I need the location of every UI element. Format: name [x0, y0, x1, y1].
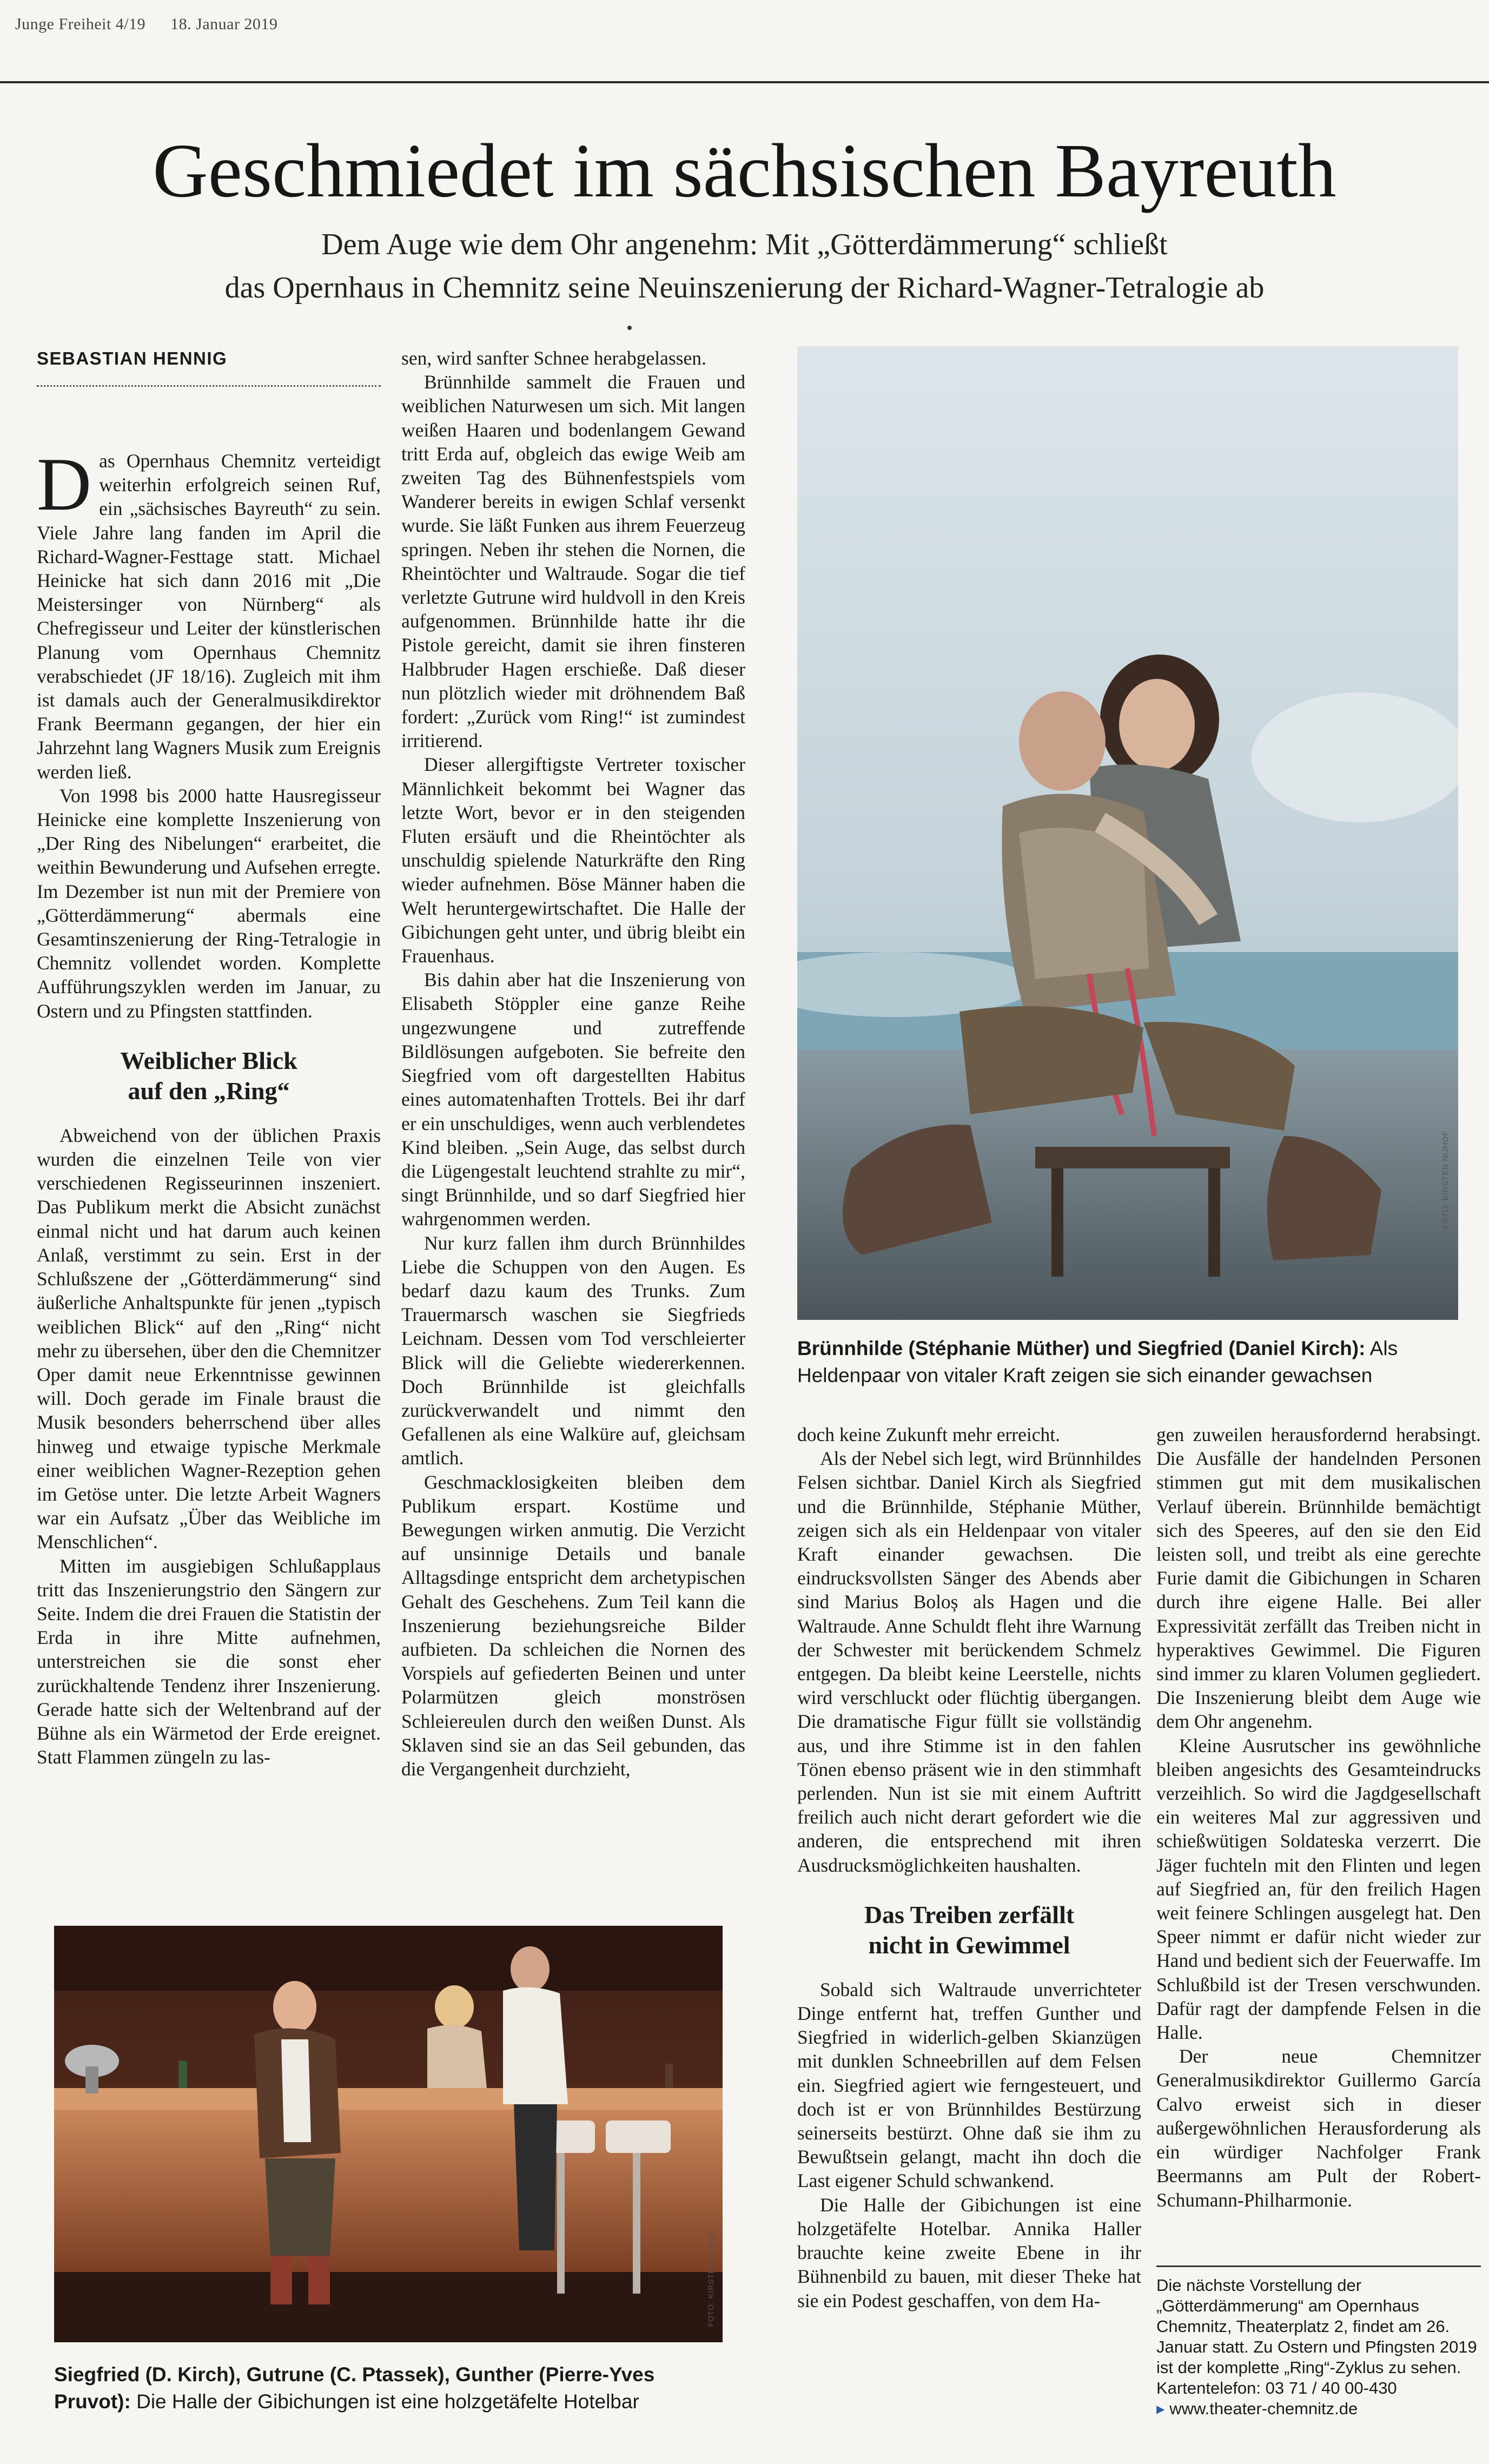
publication-name: Junge Freiheit 4/19: [15, 15, 146, 33]
caption-text: Als Heldenpaar von vitaler Kraft zeigen sie sich einander gewachsen: [797, 1337, 1398, 1386]
paragraph: Kleine Ausrutscher ins gewöhnliche bleiben angesichts des Gesamteindrucks verzeihlich. So wird die Jagdgesellschaft ein weiteres Mal zur aggressiven und schießwütigen Soldateska verzerrt. Die Jäger fuchteln mit den Flinten und legen auf Siegfried an, für den freilich Hagen weit feinere Schlingen ausgelegt hat. Den Speer nimmt er dafür nicht wieder zur Hand und bedient sich der Feuerwaffe. Im Schlußbild ist der Tresen verschwunden. Dafür ragt der dampfende Felsen in die Halle.: [1156, 1734, 1481, 2044]
caption-bold: Siegfried (D. Kirch), Gutrune (C. Ptassek), Gunther (Pierre-Yves Pruvot):: [54, 2363, 655, 2413]
photo-caption: [54, 2361, 723, 2415]
subheadline-line-1: Dem Auge wie dem Ohr angenehm: Mit „Götterdämmerung“ schließt: [321, 228, 1168, 261]
paragraph: Dieser allergiftigste Vertreter toxischer Männlichkeit bekommt bei Wagner das letzte Wort, bevor er in den steigenden Fluten ersäuft und die Rheintöchter als unschuldig spielende Naturkräfte den Ring wieder aufnehmen. Böse Männer haben die Welt heruntergewirtschaftet. Die Halle der Gibichungen geht unter, und übrig bleibt ein Frauenhaus.: [401, 754, 745, 967]
arrow-icon: ▸: [1156, 2399, 1165, 2418]
paragraph: Brünnhilde sammelt die Frauen und weiblichen Naturwesen um sich. Mit langen weißen Haaren und bodenlangem Gewand tritt Erda auf, obgleich das ewige Weib am zweiten Tag des Bühnenfestspiels vom Wanderer bereits in ewigen Schlaf versenkt wurde. Sie läßt Funken aus ihrem Feuerzeug springen. Neben ihr stehen die Nornen, die Rheintöchter und Waltraude. Sogar die tief verletzte Gutrune wird huldvoll in den Kreis aufgenommen. Brünnhilde hatte ihr die Pistole gereicht, damit sie ihren finsteren Halbbruder Hagen erschieße. Daß dieser nun plötzlich wieder mit dröhnendem Baß fordert: „Zurück vom Ring!“ ist zumindest irritierend.: [401, 371, 745, 752]
masthead-rule: [0, 81, 1489, 83]
subheading-line-2: auf den „Ring“: [128, 1076, 290, 1105]
paragraph: Sobald sich Waltraude unverrichteter Dinge entfernt hat, treffen Gunther und Siegfried in widerlich-gelben Skianzügen mit dunklen Schneebrillen auf dem Felsen ein. Siegfried agiert wie ferngesteuert, und doch ist er von Brünnhildes Bestürzung seinerseits bestürzt. Ohne daß sie ihm zu Bewußtsein gelangt, macht ihn doch die Last eigener Schuld schwankend.: [797, 1978, 1141, 2192]
author-name: SEBASTIAN HENNIG: [37, 348, 228, 368]
paragraph: Als der Nebel sich legt, wird Brünnhildes Felsen sichtbar. Daniel Kirch als Siegfried und die Brünnhilde, Stéphanie Müther, zeigen sich als ein Heldenpaar von vitaler Kraft einander gewachsen. Die eindrucksvollsten Sänger des Abends aber sind Marius Boloș als Hagen und die Waltraude. Anne Schuldt fleht ihre Warnung der Schwester mit berückendem Schmelz entgegen. Da bleibt keine Leerstelle, nichts wird verschluckt oder flüchtig übergangen. Die dramatische Figur füllt sie vollständig aus, und ihre Stimme ist in den fahlen Tönen ebenso präsent wie in den stimmhaft perlenden. Nun ist sie mit einem Auftritt freilich auch nicht derart gefordert wie die anderen, die entsprechend mit ihren Ausdrucksmöglichkeiten haushalten.: [797, 1448, 1141, 1876]
subheading-line-1: Weiblicher Blick: [120, 1046, 297, 1074]
paragraph: doch keine Zukunft mehr erreicht.: [797, 1424, 1060, 1445]
photo-credit: FOTO: KIRSTEN NIJHOF: [706, 2229, 715, 2327]
subheadline-line-2: das Opernhaus in Chemnitz seine Neuinszenierung der Richard-Wagner-Tetralogie ab: [224, 271, 1265, 305]
infobox-rule: [1156, 2265, 1481, 2267]
author-dotted-rule: [37, 385, 381, 387]
photo-gibichungen-hall: [54, 1926, 723, 2342]
article-column-1: [37, 442, 381, 1769]
stage-photo: [54, 1926, 723, 2342]
paragraph: Bis dahin aber hat die Inszenierung von Elisabeth Stöppler eine ganze Reihe ungezwungene und zutreffende Bildlösungen aufgeboten. Sie befreite den Siegfried vom oft dargestellten Habitus eines automatenhaften Trottels. Bei ihr darf er ein unschuldiges, wenn auch verblendetes Kind bleiben. „Sein Auge, das selbst durch die Lügengestalt leuchtend strahlte zu mir“, singt Brünnhilde, und so darf Siegfried hier wahrgenommen werden.: [401, 969, 745, 1230]
caption-text: Die Halle der Gibichungen ist eine holzgetäfelte Hotelbar: [136, 2390, 639, 2413]
subheading: [37, 1046, 381, 1106]
subheadline: [0, 223, 1489, 309]
paragraph: sen, wird sanfter Schnee herabgelassen.: [401, 347, 706, 369]
masthead: [15, 15, 277, 34]
photo-credit: FOTO: KIRSTEN NIJHOF: [1441, 1131, 1450, 1229]
subheading-line-1: Das Treiben zerfällt: [864, 1900, 1075, 1928]
caption-bold: Brünnhilde (Stéphanie Müther) und Siegfried (Daniel Kirch):: [797, 1337, 1366, 1359]
paragraph: Geschmacklosigkeiten bleiben dem Publikum erspart. Kostüme und Bewegungen wirken anmutig. Die Verzicht auf unsinnige Details und banale Alltagsdinge entspricht dem archetypischen Gehalt des Geschehens. Zum Teil kann die Inszenierung beziehungsreiche Bilder aufbieten. Da schleichen die Nornen des Vorspiels auf gefiederten Beinen und unter Polarmützen gleich monströsen Schleiereulen durch den weißen Dunst. Als Sklaven sind sie an das Seil gebunden, das die Vergangenheit durchzieht,: [401, 1471, 745, 1780]
publication-date: 18. Januar 2019: [170, 15, 278, 33]
article-column-3: [797, 1423, 1141, 2313]
article-column-4: [1156, 1423, 1481, 2212]
drop-cap: D: [37, 442, 92, 526]
paragraph: Abweichend von der üblichen Praxis wurden die einzelnen Teile von vier verschiedenen Regisseurinnen inszeniert. Das Publikum merkt die Absicht zunächst einmal nicht und hat darum auch keinen Anlaß, verstimmt zu sein. Erst in der Schlußszene der „Götterdämmerung“ sind äußerliche Anhaltspunkte für jenen „typisch weiblichen Blick“ auf den „Ring“ nicht mehr zu übersehen, über den die Chemnitzer Oper damit neue Erkenntnisse gewinnen will. Doch gerade im Finale braust die Musik besonders beherrschend über alles hinweg und etwaige typische Merkmale einer weiblichen Wagner-Rezeption gehen im Getöse unter. Die letzte Arbeit Wagners war ein Aufsatz „Über das Weibliche im Menschlichen“.: [37, 1124, 381, 1553]
photo-bruennhilde-siegfried: [797, 346, 1458, 1320]
subheading-line-2: nicht in Gewimmel: [868, 1931, 1070, 1959]
stage-photo: [797, 346, 1458, 1320]
lead-text: as Opernhaus Chemnitz verteidigt weiterhin erfolgreich seinen Ruf, ein „sächsisches Bayreuth“ zu sein. Viele Jahre lang fanden im April die Richard-Wagner-Festtage statt. Michael Heinicke hat sich dann 2016 mit „Die Meistersinger von Nürnberg“ als Chefregisseur und Leiter der künstlerischen Planung vom Opernhaus Chemnitz verabschiedet (JF 18/16). Zugleich mit ihm ist damals auch der Generalmusikdirektor Frank Beermann gegangen, der hier ein Jahrzehnt lang Wagners Musik zum Ereignis werden ließ.: [37, 450, 381, 783]
paragraph: Von 1998 bis 2000 hatte Hausregisseur Heinicke eine komplette Inszenierung von „Der Ring des Nibelungen“ erarbeitet, die weithin Bewunderung und Aufsehen erregte. Im Dezember ist nun mit der Premiere von „Götterdämmerung“ abermals eine Gesamtinszenierung der Ring-Tetralogie in Chemnitz vollendet worden. Komplette Aufführungszyklen werden im Januar, zu Ostern und zu Pfingsten stattfinden.: [37, 784, 381, 1022]
paragraph: Der neue Chemnitzer Generalmusikdirektor Guillermo García Calvo erweist sich in dieser außergewöhnlichen Herausforderung als ein würdiger Nachfolger Frank Beermanns am Pult der Robert-Schumann-Philharmonie.: [1156, 2045, 1481, 2211]
paragraph: gen zuweilen herausfordernd herabsingt. Die Ausfälle der handelnden Personen stimmen gut mit dem musikalischen Verlauf überein. Brünnhilde bemächtigt sich des Speeres, auf den sie den Eid leisten soll, und treibt als eine gerechte Furie damit die Gibichungen in Scharen durch ihre eigene Halle. Bei aller Expressivität zerfällt das Treiben nicht in hyperaktives Gewimmel. Die Figuren sind immer zu klaren Volumen gegliedert. Die Inszenierung bleibt dem Auge wie dem Ohr angenehm.: [1156, 1424, 1481, 1733]
infobox-text: Die nächste Vorstellung der „Götterdämmerung“ am Opernhaus Chemnitz, Theaterplatz 2, findet am 26. Januar statt. Zu Ostern und Pfingsten 2019 ist der komplette „Ring“-Zyklus zu sehen. Kartentelefon: 03 71 / 40 00-430: [1156, 2276, 1477, 2397]
center-dot: [627, 326, 632, 330]
subheading: [797, 1900, 1141, 1960]
theater-website-link[interactable]: www.theater-chemnitz.de: [1169, 2399, 1358, 2418]
paragraph: Mitten im ausgiebigen Schlußapplaus tritt das Inszenierungstrio den Sängern zur Seite. Indem die drei Frauen die Statistin der Erda in ihre Mitte aufnehmen, unterstreichen sie die sonst eher zurückhaltende Tendenz ihrer Inszenierung. Gerade hatte sich der Weltenbrand auf der Bühne als ein Wärmetod der Erde ereignet. Statt Flammen züngeln zu las-: [37, 1555, 381, 1768]
performance-infobox: [1156, 2275, 1481, 2419]
infobox-link-row: [1156, 2399, 1481, 2419]
headline: Geschmiedet im sächsischen Bayreuth: [153, 128, 1336, 213]
paragraph: [37, 442, 381, 784]
article-column-2: [401, 346, 745, 1781]
photo-caption: [797, 1335, 1458, 1389]
paragraph: Nur kurz fallen ihm durch Brünnhildes Liebe die Schuppen von den Augen. Es bedarf dazu kaum des Trunks. Zum Trauermarsch waschen sie Siegfrieds Leichnam. Dessen vom Tod verschleierter Blick will die Geliebte wiedererkennen. Doch Brünnhilde ist gleichfalls zurückverwandelt und nimmt den Gefallenen als eine Walküre auf, gleichsam amtlich.: [401, 1232, 745, 1469]
paragraph: Die Halle der Gibichungen ist eine holzgetäfelte Hotelbar. Annika Haller brauchte keine zweite Ebene in ihr Bühnenbild zu bauen, mit dieser Theke hat sie ein Podest geschaffen, von dem Ha-: [797, 2194, 1141, 2311]
